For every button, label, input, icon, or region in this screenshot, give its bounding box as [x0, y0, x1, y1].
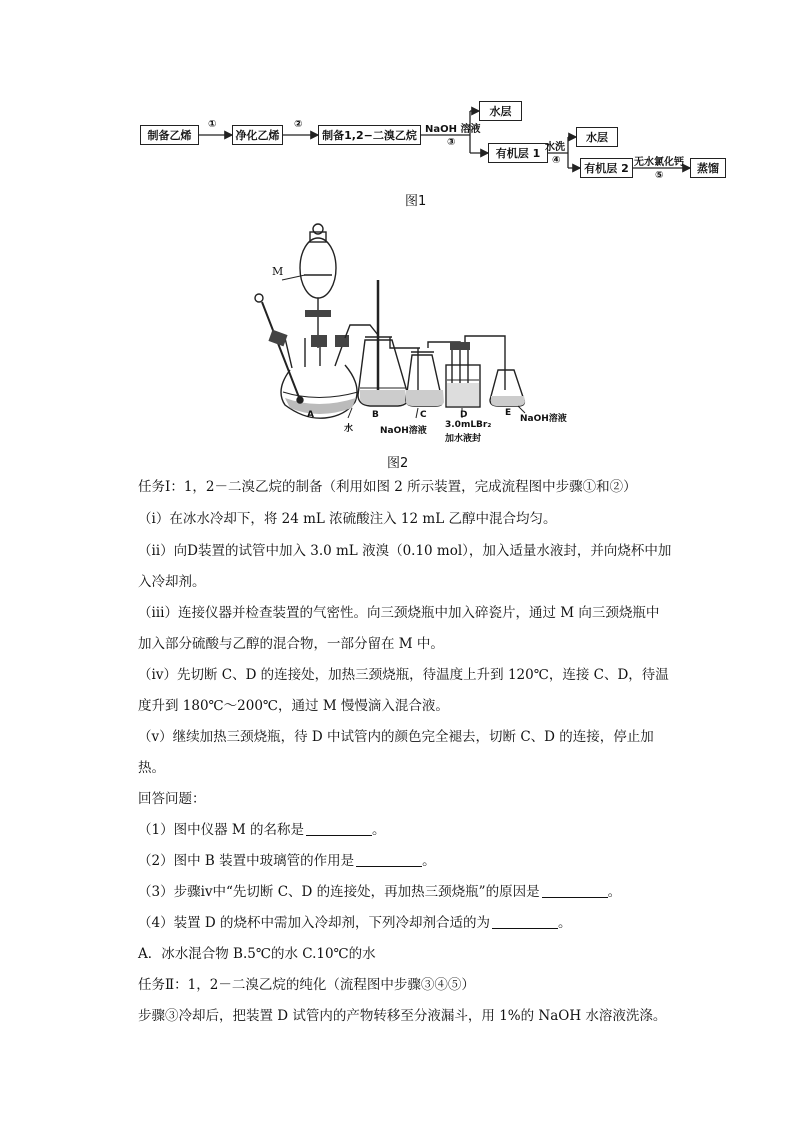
step-iii-line1: （ⅲ）连接仪器并检查装置的气密性。向三颈烧瓶中加入碎瓷片，通过 M 向三颈烧瓶中 — [138, 605, 660, 621]
answer-blank-4[interactable] — [492, 914, 558, 929]
box-purify-ethylene: 净化乙烯 — [232, 125, 283, 145]
arrow-label-step5: ⑤ — [655, 170, 664, 181]
question-2 — [138, 852, 698, 870]
question-4-text: （4）装置 D 的烧杯中需加入冷却剂，下列冷却剂合适的为 — [138, 915, 490, 931]
question-2-text: （2）图中 B 装置中玻璃管的作用是 — [138, 853, 355, 869]
question-3-end: 。 — [607, 884, 622, 900]
question-4-end: 。 — [558, 915, 572, 931]
box-water-layer-1: 水层 — [479, 101, 522, 121]
step-ii-line2: 入冷却剂。 — [138, 574, 206, 590]
label-c: C — [420, 410, 427, 420]
label-br2-amount: 3.0mLBr₂ — [445, 420, 492, 430]
arrow-label-step3: ③ — [447, 137, 456, 148]
arrow-label-step4: ④ — [552, 155, 561, 166]
step-iv-line1: （ⅳ）先切断 C、D 的连接处，加热三颈烧瓶，待温度上升到 120℃，连接 C、D，待温 — [138, 667, 669, 683]
label-b: B — [372, 410, 379, 420]
step-v-line1: （ⅴ）继续加热三颈烧瓶，待 D 中试管内的颜色完全褪去，切断 C、D 的连接，停止加 — [138, 729, 654, 745]
label-m: M — [272, 265, 284, 278]
task2-step3: 步骤③冷却后，把装置 D 试管内的产物转移至分液漏斗，用 1%的 NaOH 水溶液洗涤。 — [138, 1008, 667, 1024]
label-a: A — [307, 410, 314, 420]
step-iv-line2: 度升到 180℃～200℃，通过 M 慢慢滴入混合液。 — [138, 698, 449, 714]
answer-blank-2[interactable] — [356, 852, 422, 867]
question-3-text: （3）步骤ⅳ中“先切断 C、D 的连接处，再加热三颈烧瓶”的原因是 — [138, 884, 540, 900]
label-naoh-e: NaOH溶液 — [520, 414, 567, 424]
box-make-ethylene: 制备乙烯 — [140, 125, 199, 145]
question-3 — [138, 883, 698, 901]
arrow-label-step2: ② — [294, 119, 303, 130]
question-1-text: （1）图中仪器 M 的名称是 — [138, 822, 304, 838]
label-e: E — [505, 408, 512, 418]
apparatus-drawing — [0, 220, 794, 450]
question-4 — [138, 914, 698, 932]
label-water: 水 — [344, 424, 354, 434]
question-1 — [138, 821, 698, 839]
task1-title: 任务Ⅰ：1，2－二溴乙烷的制备（利用如图 2 所示装置，完成流程图中步骤①和②） — [138, 479, 637, 495]
label-d: D — [460, 410, 468, 420]
question-2-end: 。 — [422, 853, 436, 869]
box-organic-layer-2: 有机层 2 — [580, 158, 633, 178]
arrow-label-step1: ① — [208, 119, 217, 130]
step-v-line2: 热。 — [138, 760, 165, 776]
question-1-end: 。 — [372, 822, 386, 838]
figure2-caption: 图2 — [387, 456, 409, 471]
answer-intro: 回答问题： — [138, 791, 206, 807]
task2-title: 任务Ⅱ：1，2－二溴乙烷的纯化（流程图中步骤③④⑤） — [138, 977, 475, 993]
question-4-options: A．冰水混合物 B.5℃的水 C.10℃的水 — [138, 946, 376, 962]
box-organic-layer-1: 有机层 1 — [488, 143, 548, 163]
step-iii-line2: 加入部分硫酸与乙醇的混合物，一部分留在 M 中。 — [138, 636, 444, 652]
step-ii-line1: （ⅱ）向D装置的试管中加入 3.0 mL 液溴（0.10 mol），加入适量水液封，并向烧杯中加 — [138, 543, 672, 559]
step-i: （ⅰ）在冰水冷却下，将 24 mL 浓硫酸注入 12 mL 乙醇中混合均匀。 — [138, 511, 557, 527]
box-make-dibromoethane: 制备1,2−二溴乙烷 — [318, 125, 421, 145]
arrow-label-step4-reagent: 水洗 — [545, 142, 565, 153]
answer-blank-1[interactable] — [306, 821, 372, 836]
dropping-funnel-m — [300, 238, 336, 298]
arrow-label-step3-reagent: NaOH 溶液 — [425, 124, 481, 135]
label-naoh-c: NaOH溶液 — [380, 426, 427, 436]
arrow-label-step5-reagent: 无水氯化钙 — [634, 157, 684, 168]
figure1-caption: 图1 — [405, 194, 427, 209]
box-distill: 蒸馏 — [690, 158, 726, 178]
box-water-layer-2: 水层 — [576, 127, 618, 147]
label-water-seal: 加水液封 — [445, 434, 482, 444]
answer-blank-3[interactable] — [542, 883, 608, 898]
